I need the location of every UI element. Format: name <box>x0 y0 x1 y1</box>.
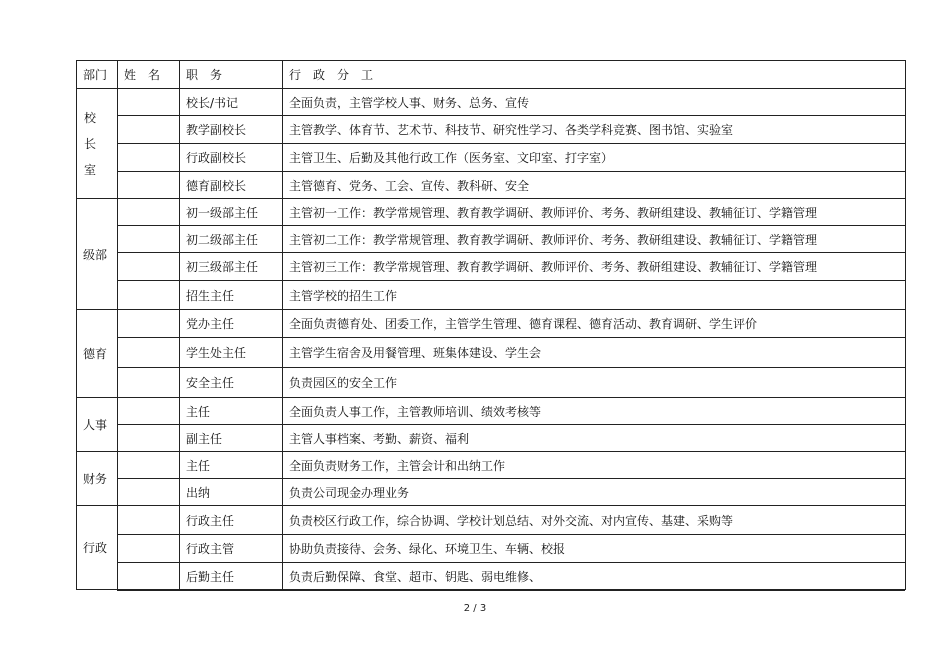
name-cell <box>118 563 180 590</box>
name-cell <box>118 535 180 563</box>
bottom-rule <box>117 589 905 591</box>
position-cell: 党办主任 <box>180 310 283 338</box>
duty-cell: 负责后勤保障、食堂、超市、钥匙、弱电维修、 <box>283 563 906 590</box>
duty-cell: 主管人事档案、考勤、薪资、福利 <box>283 425 906 452</box>
position-cell: 出纳 <box>180 479 283 506</box>
duty-cell: 全面负责，主管学校人事、财务、总务、宣传 <box>283 89 906 116</box>
table-row <box>77 368 906 398</box>
header-position: 职 务 <box>180 61 283 89</box>
duty-cell: 负责园区的安全工作 <box>283 368 906 398</box>
dept-label: 德育 <box>83 347 108 361</box>
dept-label: 校长室 <box>83 110 96 177</box>
table-row <box>77 172 906 199</box>
table-row <box>77 310 906 338</box>
table-row <box>77 144 906 172</box>
position-cell: 校长/书记 <box>180 89 283 116</box>
position-cell: 德育副校长 <box>180 172 283 199</box>
table-row <box>77 281 906 310</box>
name-cell <box>118 310 180 338</box>
dept-label: 级部 <box>83 247 108 262</box>
name-cell <box>118 144 180 172</box>
name-cell <box>118 506 180 535</box>
table-row <box>77 199 906 226</box>
dept-cell <box>77 452 118 506</box>
position-cell: 后勤主任 <box>180 563 283 590</box>
name-cell <box>118 479 180 506</box>
duty-cell: 协助负责接待、会务、绿化、环境卫生、车辆、校报 <box>283 535 906 563</box>
name-cell <box>118 368 180 398</box>
name-cell <box>118 89 180 116</box>
dept-label: 财务 <box>83 472 108 486</box>
name-cell <box>118 281 180 310</box>
duty-cell: 主管学生宿舍及用餐管理、班集体建设、学生会 <box>283 338 906 368</box>
duty-cell: 主管学校的招生工作 <box>283 281 906 310</box>
table-row <box>77 506 906 535</box>
page-number: 2 / 3 <box>463 603 487 614</box>
name-cell <box>118 452 180 479</box>
position-cell: 学生处主任 <box>180 338 283 368</box>
table-row <box>77 338 906 368</box>
duty-cell: 负责校区行政工作，综合协调、学校计划总结、对外交流、对内宣传、基建、采购等 <box>283 506 906 535</box>
name-cell <box>118 226 180 253</box>
duty-cell: 负责公司现金办理业务 <box>283 479 906 506</box>
duty-cell: 主管初一工作：教学常规管理、教育教学调研、教师评价、考务、教研组建设、教辅征订、学籍管理 <box>283 199 906 226</box>
table-row <box>77 89 906 116</box>
table-row <box>77 253 906 281</box>
dept-label: 人事 <box>83 418 108 432</box>
dept-label: 行政 <box>83 541 108 555</box>
position-cell: 初一级部主任 <box>180 199 283 226</box>
dept-cell <box>77 506 118 590</box>
position-cell: 安全主任 <box>180 368 283 398</box>
position-cell: 初二级部主任 <box>180 226 283 253</box>
duty-cell: 主管德育、党务、工会、宣传、教科研、安全 <box>283 172 906 199</box>
position-cell: 行政副校长 <box>180 144 283 172</box>
dept-cell <box>77 398 118 452</box>
table-row <box>77 425 906 452</box>
duty-cell: 主管卫生、后勤及其他行政工作（医务室、文印室、打字室） <box>283 144 906 172</box>
position-cell: 教学副校长 <box>180 116 283 144</box>
position-cell: 副主任 <box>180 425 283 452</box>
name-cell <box>118 398 180 425</box>
header-dept: 部门 <box>77 61 118 89</box>
duty-cell: 主管初二工作：教学常规管理、教育教学调研、教师评价、考务、教研组建设、教辅征订、学籍管理 <box>283 226 906 253</box>
header-duty: 行 政 分 工 <box>283 61 906 89</box>
position-cell: 招生主任 <box>180 281 283 310</box>
position-cell: 初三级部主任 <box>180 253 283 281</box>
table-row <box>77 479 906 506</box>
name-cell <box>118 338 180 368</box>
name-cell <box>118 172 180 199</box>
header-name: 姓 名 <box>118 61 180 89</box>
table-row <box>77 452 906 479</box>
table-row <box>77 563 906 590</box>
dept-cell <box>77 310 118 398</box>
duty-cell: 全面负责德育处、团委工作，主管学生管理、德育课程、德育活动、教育调研、学生评价 <box>283 310 906 338</box>
duty-cell: 全面负责财务工作，主管会计和出纳工作 <box>283 452 906 479</box>
name-cell <box>118 425 180 452</box>
duty-cell: 全面负责人事工作，主管教师培训、绩效考核等 <box>283 398 906 425</box>
position-cell: 主任 <box>180 398 283 425</box>
table-body <box>77 89 906 590</box>
table-row <box>77 535 906 563</box>
name-cell <box>118 116 180 144</box>
table-header-row <box>77 61 906 89</box>
name-cell <box>118 253 180 281</box>
duty-cell: 主管教学、体育节、艺术节、科技节、研究性学习、各类学科竞赛、图书馆、实验室 <box>283 116 906 144</box>
table-row <box>77 116 906 144</box>
dept-cell <box>77 89 118 199</box>
table-row <box>77 398 906 425</box>
name-cell <box>118 199 180 226</box>
position-cell: 主任 <box>180 452 283 479</box>
position-cell: 行政主任 <box>180 506 283 535</box>
duty-cell: 主管初三工作：教学常规管理、教育教学调研、教师评价、考务、教研组建设、教辅征订、学籍管理 <box>283 253 906 281</box>
duty-assignment-table <box>76 60 906 590</box>
table-row <box>77 226 906 253</box>
dept-cell <box>77 199 118 310</box>
position-cell: 行政主管 <box>180 535 283 563</box>
